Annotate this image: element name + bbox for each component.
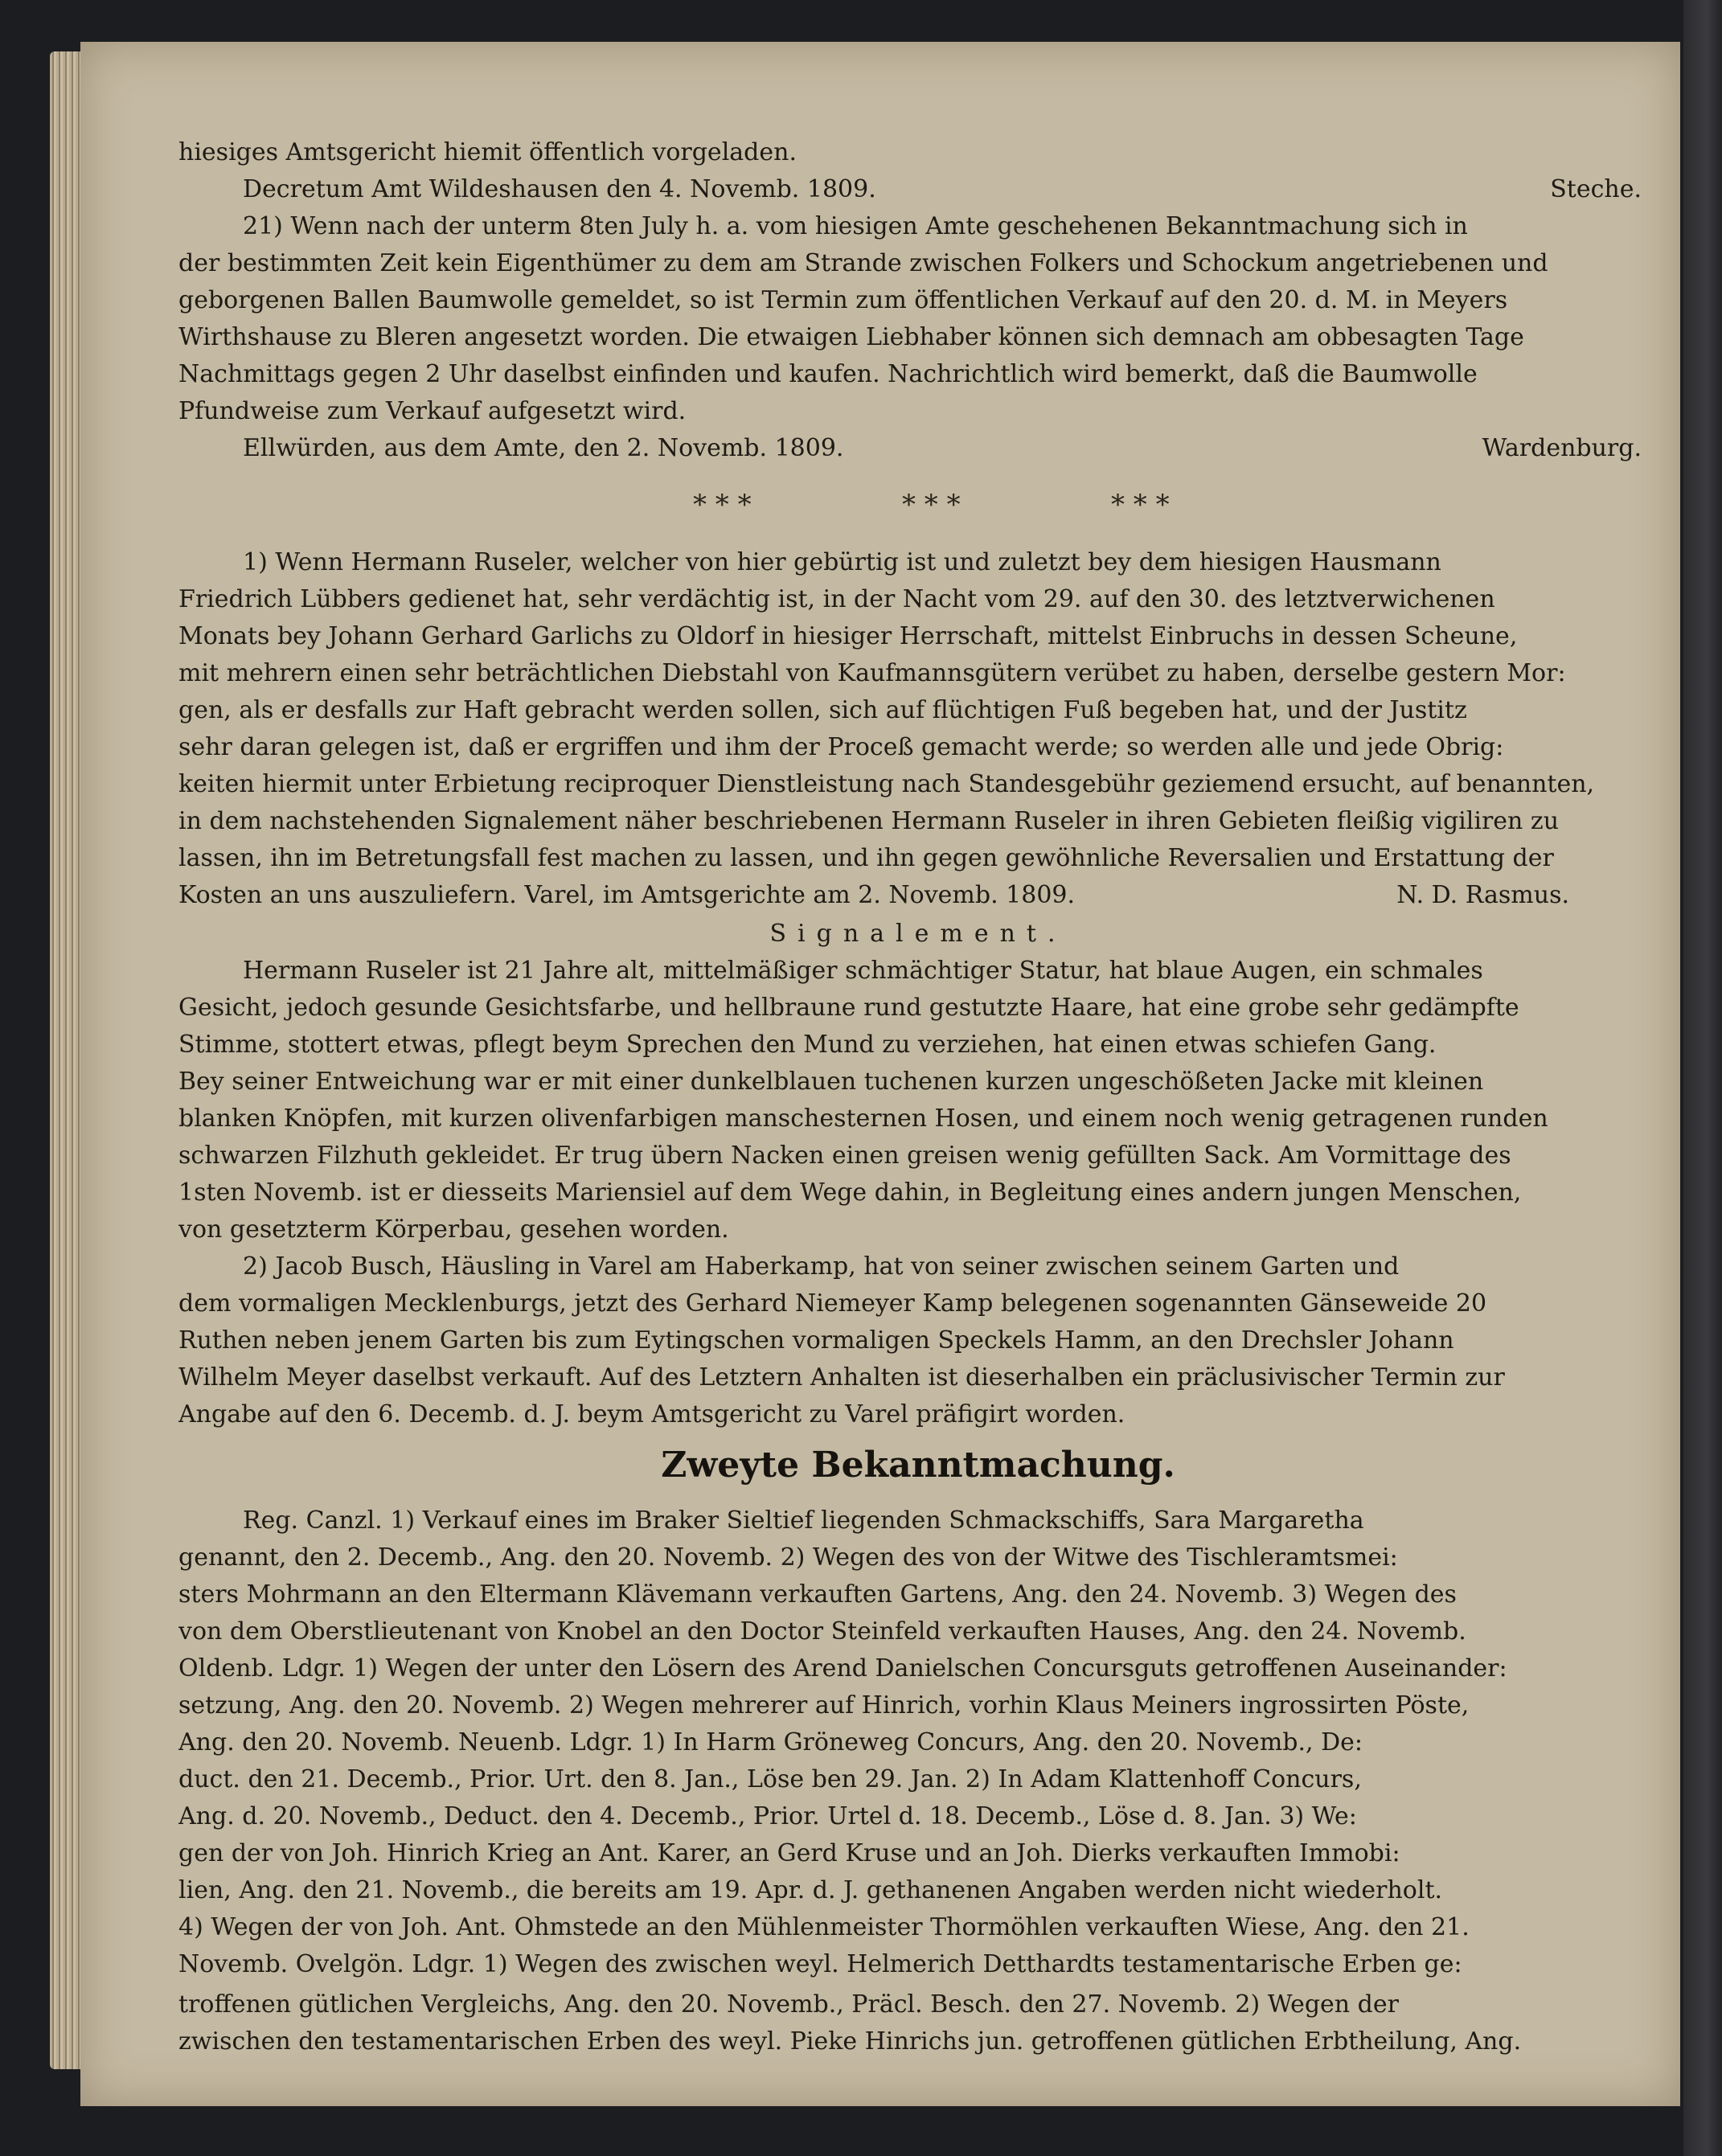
text-line: der bestimmten Zeit kein Eigenthümer zu dem am Strande zwischen Folkers und Schockum angetriebenen und	[178, 249, 1548, 277]
text-line: Nachmittags gegen 2 Uhr daselbst einfinden und kaufen. Nachrichtlich wird bemerkt, daß die Baumwolle	[178, 360, 1478, 388]
text-line: Oldenb. Ldgr. 1) Wegen der unter den Lösern des Arend Danielschen Concursguts getroffenen Auseinander:	[178, 1654, 1507, 1683]
text-line: blanken Knöpfen, mit kurzen olivenfarbigen manschesternen Hosen, und einem noch wenig getragenen runden	[178, 1105, 1548, 1133]
text-line: Angabe auf den 6. Decemb. d. J. beym Amtsgericht zu Varel präfigirt worden.	[178, 1400, 1125, 1428]
closing-text: Kosten an uns auszuliefern. Varel, im Amtsgerichte am 2. Novemb. 1809.	[178, 881, 1076, 909]
decree-text: Decretum Amt Wildeshausen den 4. Novemb. 1809.	[243, 175, 876, 203]
text-line: Ruthen neben jenem Garten bis zum Eytingschen vormaligen Speckels Hamm, an den Drechsler Johann	[178, 1326, 1454, 1355]
text-line: Ang. den 20. Novemb. Neuenb. Ldgr. 1) In Harm Gröneweg Concurs, Ang. den 20. Novemb., De:	[178, 1728, 1363, 1756]
text-block	[178, 135, 1658, 2000]
text-line: troffenen gütlichen Vergleichs, Ang. den 20. Novemb., Präcl. Besch. den 27. Novemb. 2) Wegen der	[178, 1990, 1399, 2019]
text-line: zwischen den testamentarischen Erben des weyl. Pieke Hinrichs jun. getroffenen gütlichen Erbtheilung, Ang.	[178, 2027, 1522, 2056]
text-line: 21) Wenn nach der unterm 8ten July h. a. vom hiesigen Amte geschehenen Bekanntmachung sich in	[243, 212, 1468, 240]
text-line: Ang. d. 20. Novemb., Deduct. den 4. Decemb., Prior. Urtel d. 18. Decemb., Löse d. 8. Jan. 3) We:	[178, 1802, 1357, 1830]
text-line: mit mehrern einen sehr beträchtlichen Diebstahl von Kaufmannsgütern verübet zu haben, derselbe gestern Mor:	[178, 659, 1566, 687]
asterism-divider	[178, 481, 1658, 529]
text-line: genannt, den 2. Decemb., Ang. den 20. Novemb. 2) Wegen des von der Witwe des Tischleramtsmei:	[178, 1543, 1398, 1572]
text-line: gen, als er desfalls zur Haft gebracht werden sollen, sich auf flüchtigen Fuß begeben hat, und der Justitz	[178, 696, 1467, 724]
text-line: 2) Jacob Busch, Häusling in Varel am Haberkamp, hat von seiner zwischen seinem Garten und	[243, 1252, 1400, 1281]
text-line: lassen, ihn im Betretungsfall fest machen zu lassen, und ihn gegen gewöhnliche Reversalien und Erstattung der	[178, 844, 1554, 872]
text-line: Friedrich Lübbers gedienet hat, sehr verdächtig ist, in der Nacht vom 29. auf den 30. des letztverwichenen	[178, 585, 1495, 613]
text-line: duct. den 21. Decemb., Prior. Urt. den 8. Jan., Löse ben 29. Jan. 2) In Adam Klattenhoff Concurs,	[178, 1765, 1362, 1793]
asterism: * * *	[902, 489, 961, 521]
text-line: von gesetzterm Körperbau, gesehen worden.	[178, 1215, 729, 1244]
text-line: Bey seiner Entweichung war er mit einer dunkelblauen tuchenen kurzen ungeschößeten Jacke mit kleinen	[178, 1068, 1484, 1096]
decree-line	[178, 172, 1658, 207]
text-line: Pfundweise zum Verkauf aufgesetzt wird.	[178, 397, 687, 425]
text-line: hiesiges Amtsgericht hiemit öffentlich vorgeladen.	[178, 138, 797, 166]
asterism: * * *	[1111, 489, 1170, 521]
text-line: von dem Oberstlieutenant von Knobel an den Doctor Steinfeld verkauften Hauses, Ang. den 24. Novemb.	[178, 1617, 1466, 1646]
signalement-title: Signalement.	[769, 920, 1067, 948]
text-line: 1sten Novemb. ist er diesseits Mariensiel auf dem Wege dahin, in Begleitung eines andern jungen Menschen,	[178, 1178, 1522, 1207]
text-line: lien, Ang. den 21. Novemb., die bereits am 19. Apr. d. J. gethanenen Angaben werden nicht wiederholt.	[178, 1876, 1443, 1904]
text-line: Novemb. Ovelgön. Ldgr. 1) Wegen des zwischen weyl. Helmerich Detthardts testamentarische Erben ge:	[178, 1950, 1462, 1978]
closing-signature: N. D. Rasmus.	[1396, 881, 1569, 909]
text-line: Stimme, stottert etwas, pflegt beym Sprechen den Mund zu verziehen, hat einen etwas schiefen Gang.	[178, 1031, 1437, 1059]
text-line: Hermann Ruseler ist 21 Jahre alt, mittelmäßiger schmächtiger Statur, hat blaue Augen, ein schmales	[243, 957, 1483, 985]
text-line: dem vormaligen Mecklenburgs, jetzt des Gerhard Niemeyer Kamp belegenen sogenannten Gänseweide 20	[178, 1289, 1487, 1318]
closing-line	[178, 878, 1658, 913]
section-heading: Zweyte Bekanntmachung.	[661, 1445, 1175, 1486]
text-line: sters Mohrmann an den Eltermann Klävemann verkauften Gartens, Ang. den 24. Novemb. 3) Wegen des	[178, 1580, 1457, 1609]
text-line: Monats bey Johann Gerhard Garlichs zu Oldorf in hiesiger Herrschaft, mittelst Einbruchs in dessen Scheune,	[178, 622, 1518, 650]
text-line: keiten hiermit unter Erbietung reciproquer Dienstleistung nach Standesgebühr geziemend ersucht, auf benannten,	[178, 770, 1595, 798]
text-line: 1) Wenn Hermann Ruseler, welcher von hier gebürtig ist und zuletzt bey dem hiesigen Hausmann	[243, 548, 1441, 576]
text-line: schwarzen Filzhuth gekleidet. Er trug übern Nacken einen greisen wenig gefüllten Sack. Am Vormittage des	[178, 1142, 1511, 1170]
text-line: in dem nachstehenden Signalement näher beschriebenen Hermann Ruseler in ihren Gebieten fleißig vigiliren zu	[178, 807, 1560, 835]
dateline-signature: Wardenburg.	[1482, 434, 1642, 462]
text-line: geborgenen Ballen Baumwolle gemeldet, so ist Termin zum öffentlichen Verkauf auf den 20. d. M. in Meyers	[178, 286, 1508, 314]
text-line: Wilhelm Meyer daselbst verkauft. Auf des Letztern Anhalten ist dieserhalben ein präclusivischer Termin zur	[178, 1363, 1505, 1392]
text-line: Wirthshause zu Bleren angesetzt worden. Die etwaigen Liebhaber können sich demnach am obbesagten Tage	[178, 323, 1524, 351]
dateline	[178, 431, 1658, 466]
dateline-text: Ellwürden, aus dem Amte, den 2. Novemb. 1809.	[243, 434, 844, 462]
book-binding-edge	[1683, 0, 1722, 2156]
text-line: sehr daran gelegen ist, daß er ergriffen und ihm der Proceß gemacht werde; so werden alle und jede Obrig:	[178, 733, 1504, 761]
text-line: 4) Wegen der von Joh. Ant. Ohmstede an den Mühlenmeister Thormöhlen verkauften Wiese, Ang. den 21.	[178, 1913, 1470, 1941]
text-line: Gesicht, jedoch gesunde Gesichtsfarbe, und hellbraune rund gestutzte Haare, hat eine grobe sehr gedämpfte	[178, 994, 1519, 1022]
text-line: setzung, Ang. den 20. Novemb. 2) Wegen mehrerer auf Hinrich, vorhin Klaus Meiners ingrossirten Pöste,	[178, 1691, 1470, 1719]
text-line: Reg. Canzl. 1) Verkauf eines im Braker Sieltief liegenden Schmackschiffs, Sara Margaretha	[243, 1506, 1364, 1535]
asterism: * * *	[693, 489, 752, 521]
text-line: gen der von Joh. Hinrich Krieg an Ant. Karer, an Gerd Kruse und an Joh. Dierks verkauften Immobi:	[178, 1839, 1400, 1867]
decree-signature: Steche.	[1550, 175, 1642, 203]
